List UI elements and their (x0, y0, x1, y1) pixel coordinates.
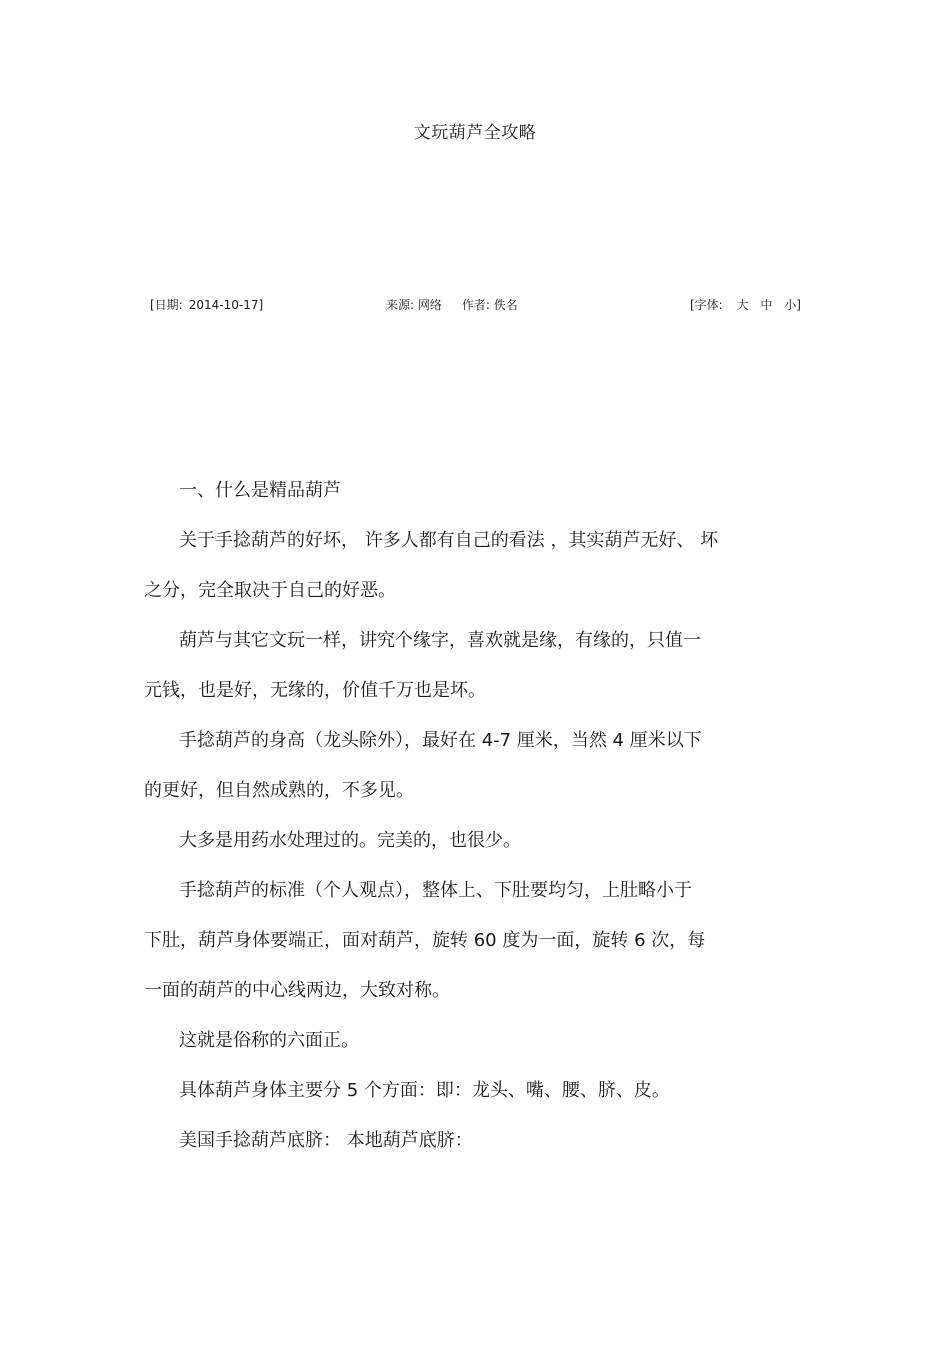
meta-date (150, 296, 269, 313)
article-body (144, 466, 809, 1166)
paragraph-line: 美国手捻葫芦底脐： 本地葫芦底脐： (179, 1130, 473, 1151)
paragraph-line: 元钱，也是好，无缘的，价值千万也是坏。 (144, 680, 486, 701)
paragraph-line: 一面的葫芦的中心线两边，大致对称。 (144, 980, 450, 1001)
section-heading: 一、什么是精品葫芦 (179, 480, 341, 501)
meta-font-size (690, 296, 811, 313)
font-label: [字体: (690, 298, 723, 312)
source-text: 来源: 网络 (386, 298, 442, 312)
font-small-link[interactable]: 小] (784, 298, 801, 312)
meta-source-author (386, 296, 524, 313)
paragraph-line: 手捻葫芦的身高（龙头除外），最好在 4-7 厘米，当然 4 厘米以下 (179, 730, 702, 751)
paragraph-line: 手捻葫芦的标准（个人观点），整体上、下肚要均匀，上肚略小于 (179, 880, 692, 901)
author-text: 作者: 佚名 (461, 298, 518, 312)
paragraph-line: 下肚，葫芦身体要端正，面对葫芦，旋转 60 度为一面，旋转 6 次，每 (144, 930, 706, 951)
font-large-link[interactable]: 大 (736, 298, 749, 312)
paragraph-line: 关于手捻葫芦的好坏， 许多人都有自己的看法 ，其实葫芦无好、 坏 (179, 530, 719, 551)
paragraph-line: 具体葫芦身体主要分 5 个方面：即：龙头、嘴、腰、脐、皮。 (179, 1080, 670, 1101)
document-title: 文玩葫芦全攻略 (413, 123, 537, 143)
paragraph-line: 这就是俗称的六面正。 (179, 1030, 359, 1051)
paragraph-line: 葫芦与其它文玩一样，讲究个缘字，喜欢就是缘，有缘的，只值一 (179, 630, 701, 651)
font-medium-link[interactable]: 中 (760, 298, 773, 312)
paragraph-line: 大多是用药水处理过的。完美的，也很少。 (179, 830, 521, 851)
paragraph-line: 的更好，但自然成熟的，不多见。 (144, 780, 414, 801)
date-label: [日期: (150, 298, 183, 312)
paragraph-line: 之分，完全取决于自己的好恶。 (144, 580, 396, 601)
date-value: 2014-10-17] (188, 298, 264, 312)
